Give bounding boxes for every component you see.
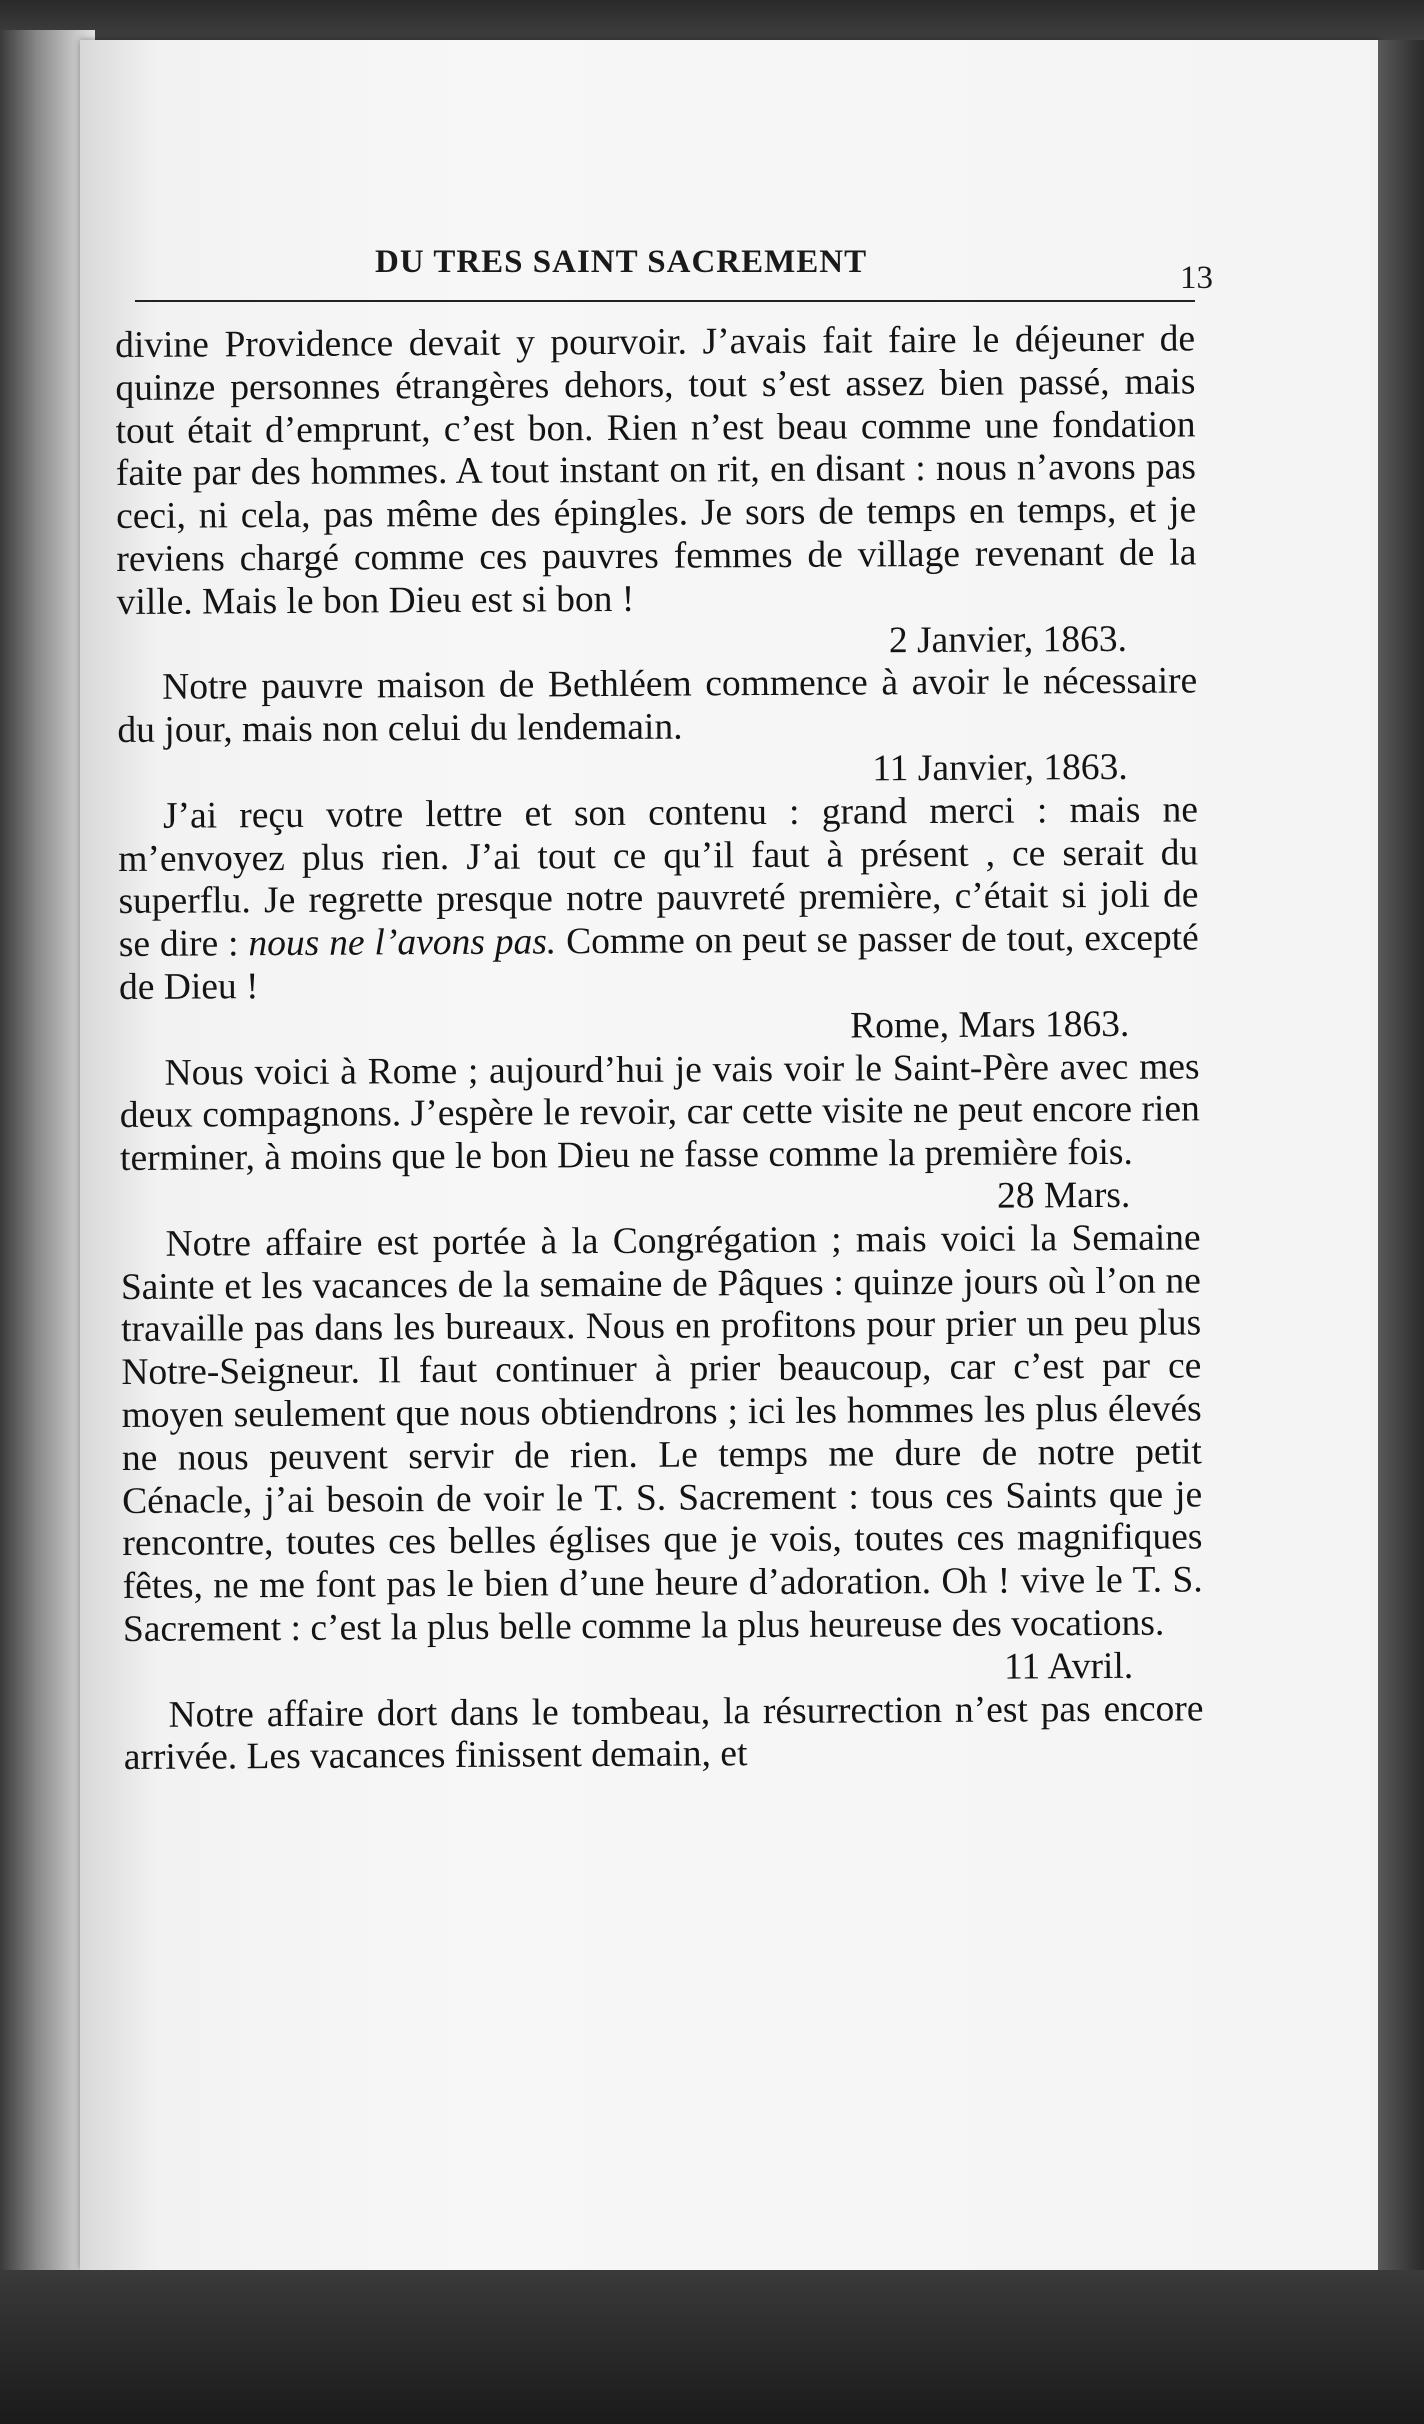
- body-text: [115, 318, 1204, 1780]
- letter-date: 11 Janvier, 1863.: [872, 746, 1128, 790]
- paragraph-text: J’ai reçu votre lettre et son contenu : grand merci : mais ne m’envoyez plus rien. J’ai tout ce qu’il faut à présent , ce serait du superflu. Je regrette presque notre pauvreté première, c’était si joli de se dire :: [118, 789, 1199, 966]
- italic-phrase: nous ne l’avons pas.: [248, 921, 557, 965]
- paragraph: Notre affaire dort dans le tombeau, la résurrection n’est pas encore arrivée. Les vacances finissent demain, et: [123, 1687, 1204, 1779]
- paragraph: Notre pauvre maison de Bethléem commence à avoir le nécessaire du jour, mais non celui du lendemain.: [117, 660, 1198, 752]
- running-title: DU TRES SAINT SACREMENT: [375, 244, 868, 280]
- letter-date: 2 Janvier, 1863.: [888, 618, 1128, 661]
- letter-date: 28 Mars.: [996, 1174, 1131, 1217]
- scan-right-border: [1378, 40, 1424, 2270]
- paragraph: Notre affaire est portée à la Congrégation ; mais voici la Semaine Sainte et les vacances de la semaine de Pâques : quinze jours où l’on ne travaille pas dans les bureaux. Nous en profitons pour prier un peu plus Notre-Seigneur. Il faut continuer à prier beaucoup, car c’est par ce moyen seulement que nous obtiendrons ; ici les hommes les plus élevés ne nous peuvent servir de rien. Le temps me dure de notre petit Cénacle, j’ai besoin de voir le T. S. Sacrement : tous ces Saints que je rencontre, toutes ces belles églises que je vois, toutes ces magnifiques fêtes, ne me font pas le bien d’une heure d’adoration. Oh ! vive le T. S. Sacrement : c’est la plus belle comme la plus heureuse des vocations.: [120, 1217, 1203, 1650]
- paragraph: [118, 789, 1199, 1010]
- paragraph: Nous voici à Rome ; aujourd’hui je vais voir le Saint-Père avec mes deux compagnons. J’espère le revoir, car cette visite ne peut encore rien terminer, à moins que le bon Dieu ne fasse comme la première fois.: [119, 1045, 1200, 1180]
- scan-bottom-border: [0, 2270, 1424, 2424]
- paragraph-text: Comme on peut se passer de tout, excepté de Dieu !: [118, 917, 1199, 1008]
- paragraph: divine Providence devait y pourvoir. J’avais fait faire le déjeuner de quinze personnes étrangères dehors, tout s’est assez bien passé, mais tout était d’emprunt, c’est bon. Rien n’est beau comme une fondation faite par des hommes. A tout instant on rit, en disant : nous n’avons pas ceci, ni cela, pas même des épingles. Je sors de temps en temps, et je reviens chargé comme ces pauvres femmes de village revenant de la ville. Mais le bon Dieu est si bon !: [115, 318, 1197, 623]
- letter-date: Rome, Mars 1863.: [850, 1003, 1130, 1047]
- page-header: [135, 240, 1213, 302]
- letter-date: 11 Avril.: [1003, 1645, 1134, 1688]
- page-number: 13: [1180, 260, 1213, 296]
